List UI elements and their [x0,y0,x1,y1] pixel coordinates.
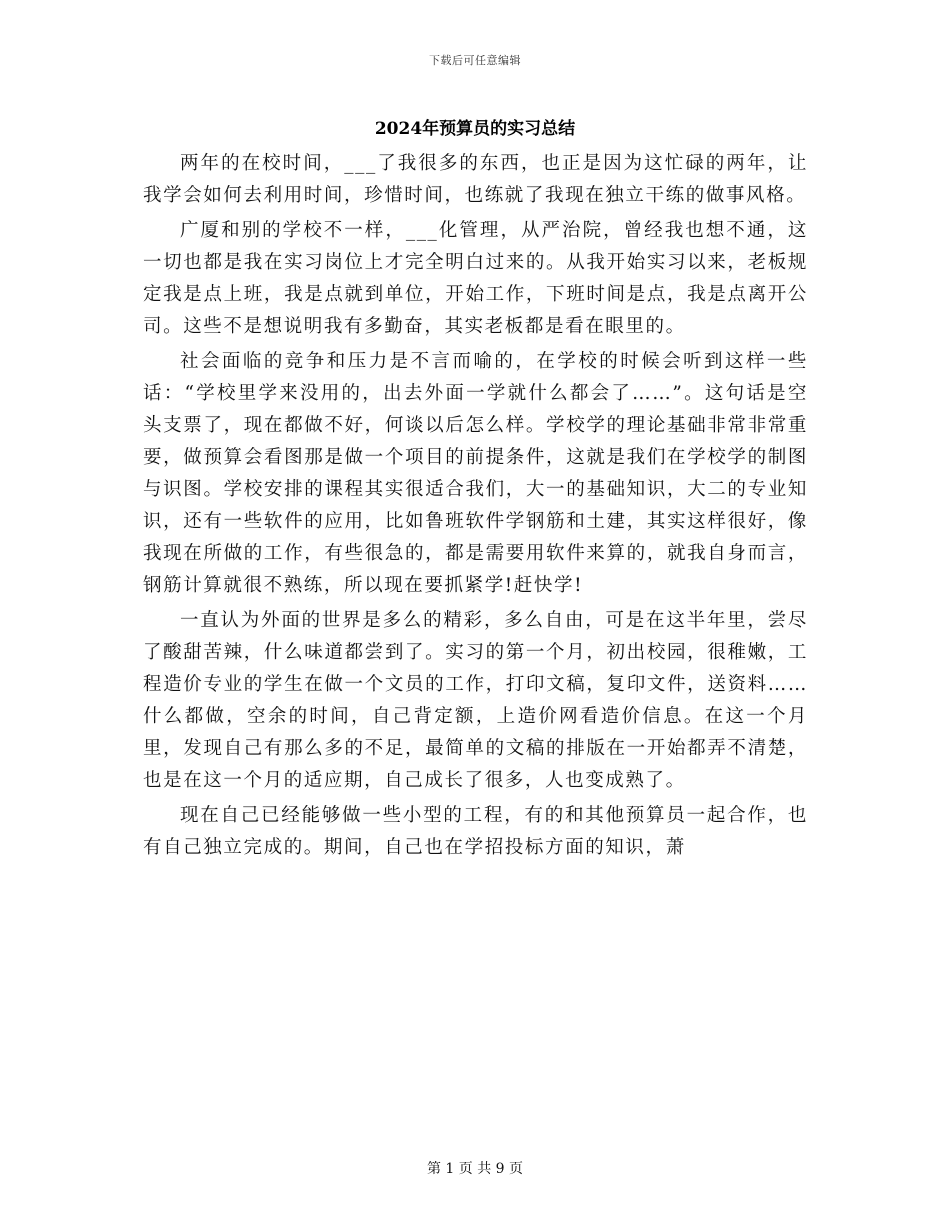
document-body [143,148,808,864]
paragraph-5: 现在自己已经能够做一些小型的工程，有的和其他预算员一起合作，也有自己独立完成的。期间，自己也在学招投标方面的知识，萧 [143,805,808,858]
paragraph-1: 两年的在校时间，___了我很多的东西，也正是因为这忙碌的两年，让我学会如何去利用时间，珍惜时间，也练就了我现在独立干练的做事风格。 [143,153,808,206]
header-note: 下载后可任意编辑 [429,54,521,67]
page-number-footer: 第 1 页 共 9 页 [426,1161,524,1177]
paragraph-3: 社会面临的竞争和压力是不言而喻的，在学校的时候会听到这样一些话：“学校里学来没用的，出去外面一学就什么都会了……”。这句话是空头支票了，现在都做不好，何谈以后怎么样。学校学的理论基础非常非常重要，做预算会看图那是做一个项目的前提条件，这就是我们在学校学的制图与识图。学校安排的课程其实很适合我们，大一的基础知识，大二的专业知识，还有一些软件的应用，比如鲁班软件学钢筋和土建，其实这样很好，像我现在所做的工作，有些很急的，都是需要用软件来算的，就我自身而言，钢筋计算就很不熟练，所以现在要抓紧学!赶快学! [143,351,808,596]
paragraph-2: 广厦和别的学校不一样，___化管理，从严治院，曾经我也想不通，这一切也都是我在实习岗位上才完全明白过来的。从我开始实习以来，老板规定我是点上班，我是点就到单位，开始工作，下班时间是点，我是点离开公司。这些不是想说明我有多勤奋，其实老板都是看在眼里的。 [143,220,808,337]
paragraph-4: 一直认为外面的世界是多么的精彩，多么自由，可是在这半年里，尝尽了酸甜苦辣，什么味道都尝到了。实习的第一个月，初出校园，很稚嫩，工程造价专业的学生在做一个文员的工作，打印文稿，复印文件，送资料……什么都做，空余的时间，自己背定额，上造价网看造价信息。在这一个月里，发现自己有那么多的不足，最简单的文稿的排版在一开始都弄不清楚，也是在这一个月的适应期，自己成长了很多，人也变成熟了。 [143,610,808,791]
document-title: 2024年预算员的实习总结 [374,119,576,139]
